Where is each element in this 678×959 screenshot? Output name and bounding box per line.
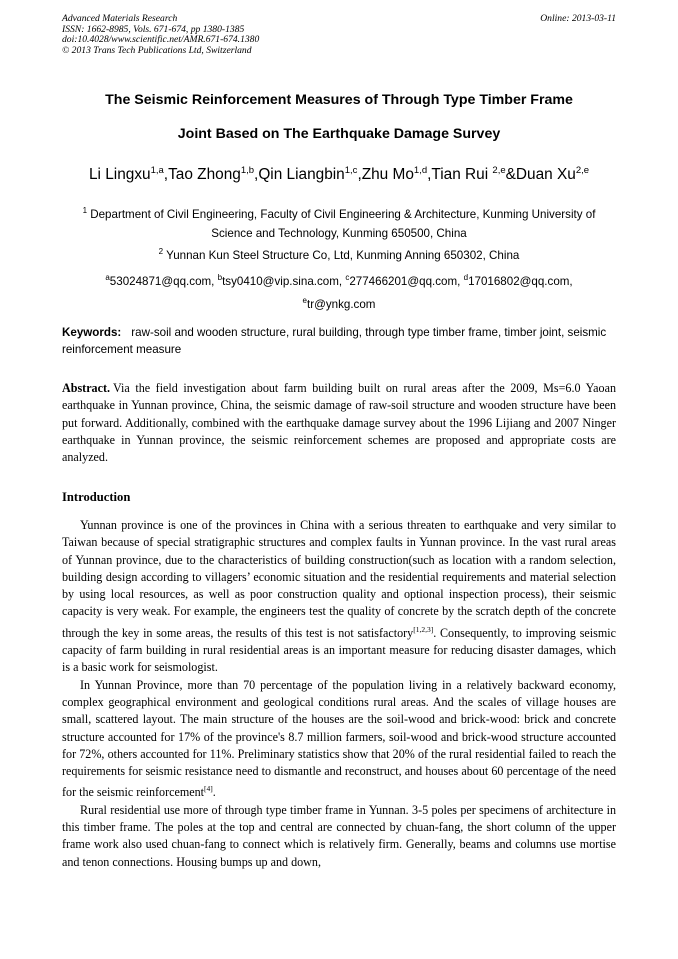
email-b: tsy0410@vip.sina.com, <box>222 274 346 288</box>
author-separator: , <box>254 166 259 184</box>
paragraph-text: . Consequently, to improving seismic capacity of farm building in rural residential areas is an important measure for reducing disaster damages, which is a basic work for seismologist. <box>62 625 616 675</box>
author-affiliation-mark: 1,a <box>150 165 164 176</box>
author-affiliation-mark: 2,e <box>492 165 506 176</box>
citation-ref: [4] <box>204 784 213 794</box>
author-name: Duan Xu <box>515 166 576 184</box>
paragraph-2 <box>62 677 616 802</box>
doi-line: doi:10.4028/www.scientific.net/AMR.671-674.1380 <box>62 34 260 46</box>
email-mark: b <box>217 273 223 282</box>
author-separator: , <box>163 166 169 184</box>
author-affiliation-mark: 2,e <box>575 165 590 176</box>
abstract-text: Via the field investigation about farm building built on rural areas after the 2009, Ms=6.0 Yaoan earthquake in Yunnan province, China, the seismic damage of raw-soil structure and wooden structure have been put forward. Additionally, combined with the earthquake damage survey about the 1996 Lijiang and 2007 Ninger earthquake in Yunnan province, the seismic reinforcement schemes are proposed and appropriate costs are analyzed. <box>62 381 616 465</box>
author <box>258 166 361 183</box>
paper-title-line-1: The Seismic Reinforcement Measures of Through Type Timber Frame <box>105 92 573 108</box>
affiliation-text: Yunnan Kun Steel Structure Co, Ltd, Kunming Anning 650302, China <box>163 248 520 262</box>
email-mark: e <box>302 295 307 305</box>
author <box>362 166 432 183</box>
affiliation-1 <box>62 201 616 243</box>
author-list <box>30 165 648 184</box>
affiliation-number: 2 <box>158 247 164 256</box>
copyright-line: © 2013 Trans Tech Publications Ltd, Switzerland <box>62 44 252 56</box>
author-name: Li Lingxu <box>88 166 151 184</box>
abstract <box>62 380 616 466</box>
paragraph-text: In Yunnan Province, more than 70 percentage of the population living in a relatively backward economy, complex geographical environment and geological conditions rural areas. And the scales of village houses are small, scattered layout. The main structure of the houses are the soil-wood and brick-wood: brick and concrete structure accounted for 17% of the province's 8.7 million farmers, soil-wood and brick-wood structure accounted for 72%, others accounted for 11%. Preliminary statistics show that 20% of the rural residential failed to reach the requirements for seismic resistance need to dismantle and reconstruct, and houses about 60 percentage of the need for the seismic reinforcement <box>62 677 616 800</box>
author-separator: , <box>357 166 362 184</box>
author-affiliation-mark: 1,c <box>344 165 358 176</box>
author-name: Tian Rui <box>431 166 493 184</box>
paragraph-3: Rural residential use more of through type timber frame in Yunnan. 3-5 poles per specimens of architecture in this timber frame. The poles at the top and central are connected by chuan-fang, the short column of the upper frame work also used chuan-fang to connect which is relatively firm. Generally, beams and columns use mortise and tenon connections. Housing bumps up and down, <box>62 802 616 869</box>
email-mark: c <box>345 273 350 282</box>
affiliation-text: Department of Civil Engineering, Faculty of Civil Engineering & Architecture, Kunming University of <box>87 207 596 221</box>
author-separator: , <box>427 166 432 184</box>
paragraph-text: Yunnan province is one of the provinces in China with a serious threaten to earthquake and very similar to Taiwan because of special stratigraphic structures and complex faults in Yunnan province. In the vast rural areas of Yunnan province, due to the characteristics of building construction(such as location with a random selection, building design according to villagers’ economic situation and the residential requirements and material selection by using local resources, as well as poor construction quality and optional inspection process), their seismic capacity is very weak. For example, the engineers test the quality of concrete by the scratch depth of the concrete through the key in some areas, the results of this test is not satisfactory <box>62 518 616 640</box>
affiliation-number: 1 <box>82 206 88 215</box>
author-name: Qin Liangbin <box>258 166 345 184</box>
author-affiliation-mark: 1,d <box>413 165 428 176</box>
introduction-body <box>62 517 616 871</box>
keywords-text: raw-soil and wooden structure, rural building, through type timber frame, timber joint, seismic reinforcement measure <box>62 326 607 356</box>
email-d: 17016802@qq.com, <box>468 274 573 288</box>
citation-ref: [1,2,3] <box>413 624 434 634</box>
section-heading-introduction: Introduction <box>62 490 131 504</box>
paper-title-line-2: Joint Based on The Earthquake Damage Survey <box>177 126 501 142</box>
email-mark: a <box>105 273 110 282</box>
abstract-label: Abstract. <box>62 381 111 395</box>
keywords-label: Keywords: <box>62 326 122 339</box>
paragraph-text: . <box>212 785 216 800</box>
author-affiliation-mark: 1,b <box>240 165 255 176</box>
author-name: Zhu Mo <box>361 166 414 184</box>
author <box>168 166 258 183</box>
email-a: 53024871@qq.com, <box>109 274 218 288</box>
keywords <box>62 324 618 358</box>
email-c: 277466201@qq.com, <box>349 274 464 288</box>
journal-name: Advanced Materials Research <box>62 13 178 24</box>
affiliation-2 <box>62 242 616 265</box>
journal-header <box>62 14 259 56</box>
online-date: Online: 2013-03-11 <box>540 13 616 24</box>
author <box>431 166 516 183</box>
paragraph-1 <box>62 517 616 677</box>
issn-line: ISSN: 1662-8985, Vols. 671-674, pp 1380-1385 <box>62 23 245 35</box>
affiliation-text-cont: Science and Technology, Kunming 650500, China <box>211 226 467 240</box>
author-emails <box>62 268 616 314</box>
email-mark: d <box>463 273 469 282</box>
email-e: tr@ynkg.com <box>306 297 376 311</box>
author-name: Tao Zhong <box>168 166 241 184</box>
author <box>516 166 589 183</box>
author <box>89 166 168 183</box>
author-separator: & <box>505 166 516 184</box>
